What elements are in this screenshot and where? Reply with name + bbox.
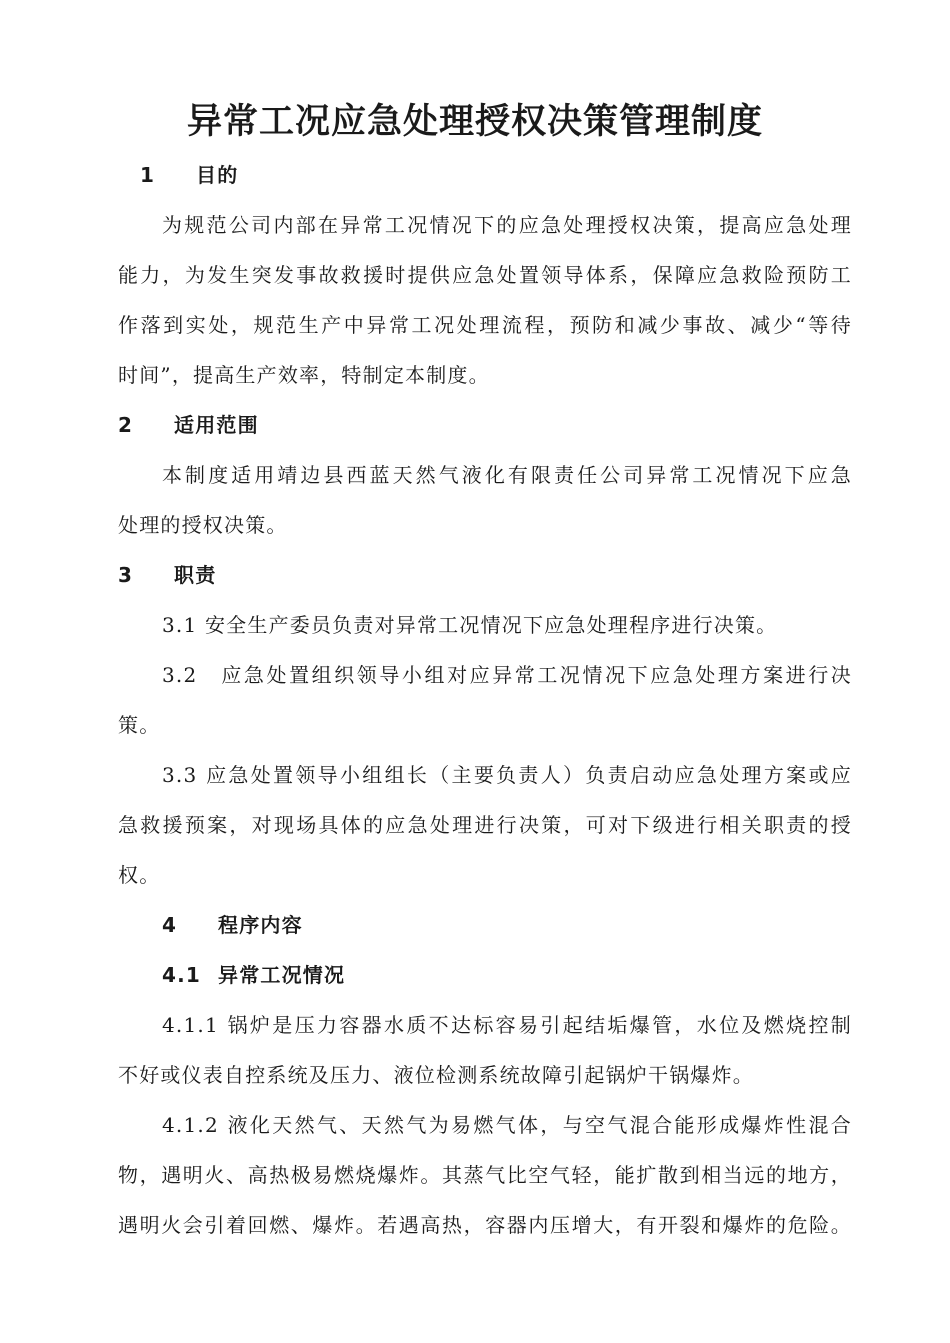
paragraph-line: 策。 [118,713,161,737]
section-number: 4 [162,913,178,937]
paragraph-line: 物，遇明火、高热极易燃烧爆炸。其蒸气比空气轻，能扩散到相当远的地方， [118,1163,852,1187]
paragraph-line: 权。 [118,863,161,887]
section-title: 程序内容 [218,913,303,937]
paragraph-line: 3.2 应急处置组织领导小组对应异常工况情况下应急处理方案进行决 [162,663,852,687]
section-3-heading [118,550,852,600]
section-number: 3 [118,563,134,587]
paragraph-line: 本制度适用靖边县西蓝天然气液化有限责任公司异常工况情况下应急 [162,463,852,487]
paragraph-line: 能力，为发生突发事故救援时提供应急处置领导体系，保障应急救险预防工 [118,263,852,287]
section-title: 适用范围 [174,413,259,437]
paragraph-line: 遇明火会引着回燃、爆炸。若遇高热，容器内压增大，有开裂和爆炸的危险。 [118,1213,852,1237]
paragraph-line: 4.1.2 液化天然气、天然气为易燃气体，与空气混合能形成爆炸性混合 [162,1113,852,1137]
paragraph-line: 急救援预案，对现场具体的应急处理进行决策，可对下级进行相关职责的授 [118,813,852,837]
document-body [118,150,852,1250]
paragraph-line: 为规范公司内部在异常工况情况下的应急处理授权决策，提高应急处理 [162,213,852,237]
subsection-number: 4.1 [162,963,202,987]
paragraph-line: 3.3 应急处置领导小组组长（主要负责人）负责启动应急处理方案或应 [162,763,852,787]
paragraph-line: 作落到实处，规范生产中异常工况处理流程，预防和减少事故、减少“等待 [118,313,852,337]
paragraph-line: 3.1 安全生产委员负责对异常工况情况下应急处理程序进行决策。 [162,613,778,637]
document-title: 异常工况应急处理授权决策管理制度 [186,102,763,142]
paragraph-line: 处理的授权决策。 [118,513,288,537]
paragraph-line: 不好或仪表自控系统及压力、液位检测系统故障引起锅炉干锅爆炸。 [118,1063,754,1087]
section-title: 职责 [174,563,217,587]
paragraph-line: 时间”，提高生产效率，特制定本制度。 [118,363,490,387]
subsection-4-1-heading [118,950,852,1000]
section-2-heading [118,400,852,450]
section-1-heading [118,150,852,200]
paragraph-line: 4.1.1 锅炉是压力容器水质不达标容易引起结垢爆管，水位及燃烧控制 [162,1013,852,1037]
subsection-title: 异常工况情况 [218,963,346,987]
section-4-heading [118,900,852,950]
section-number: 1 [140,163,156,187]
section-title: 目的 [196,163,239,187]
section-number: 2 [118,413,134,437]
